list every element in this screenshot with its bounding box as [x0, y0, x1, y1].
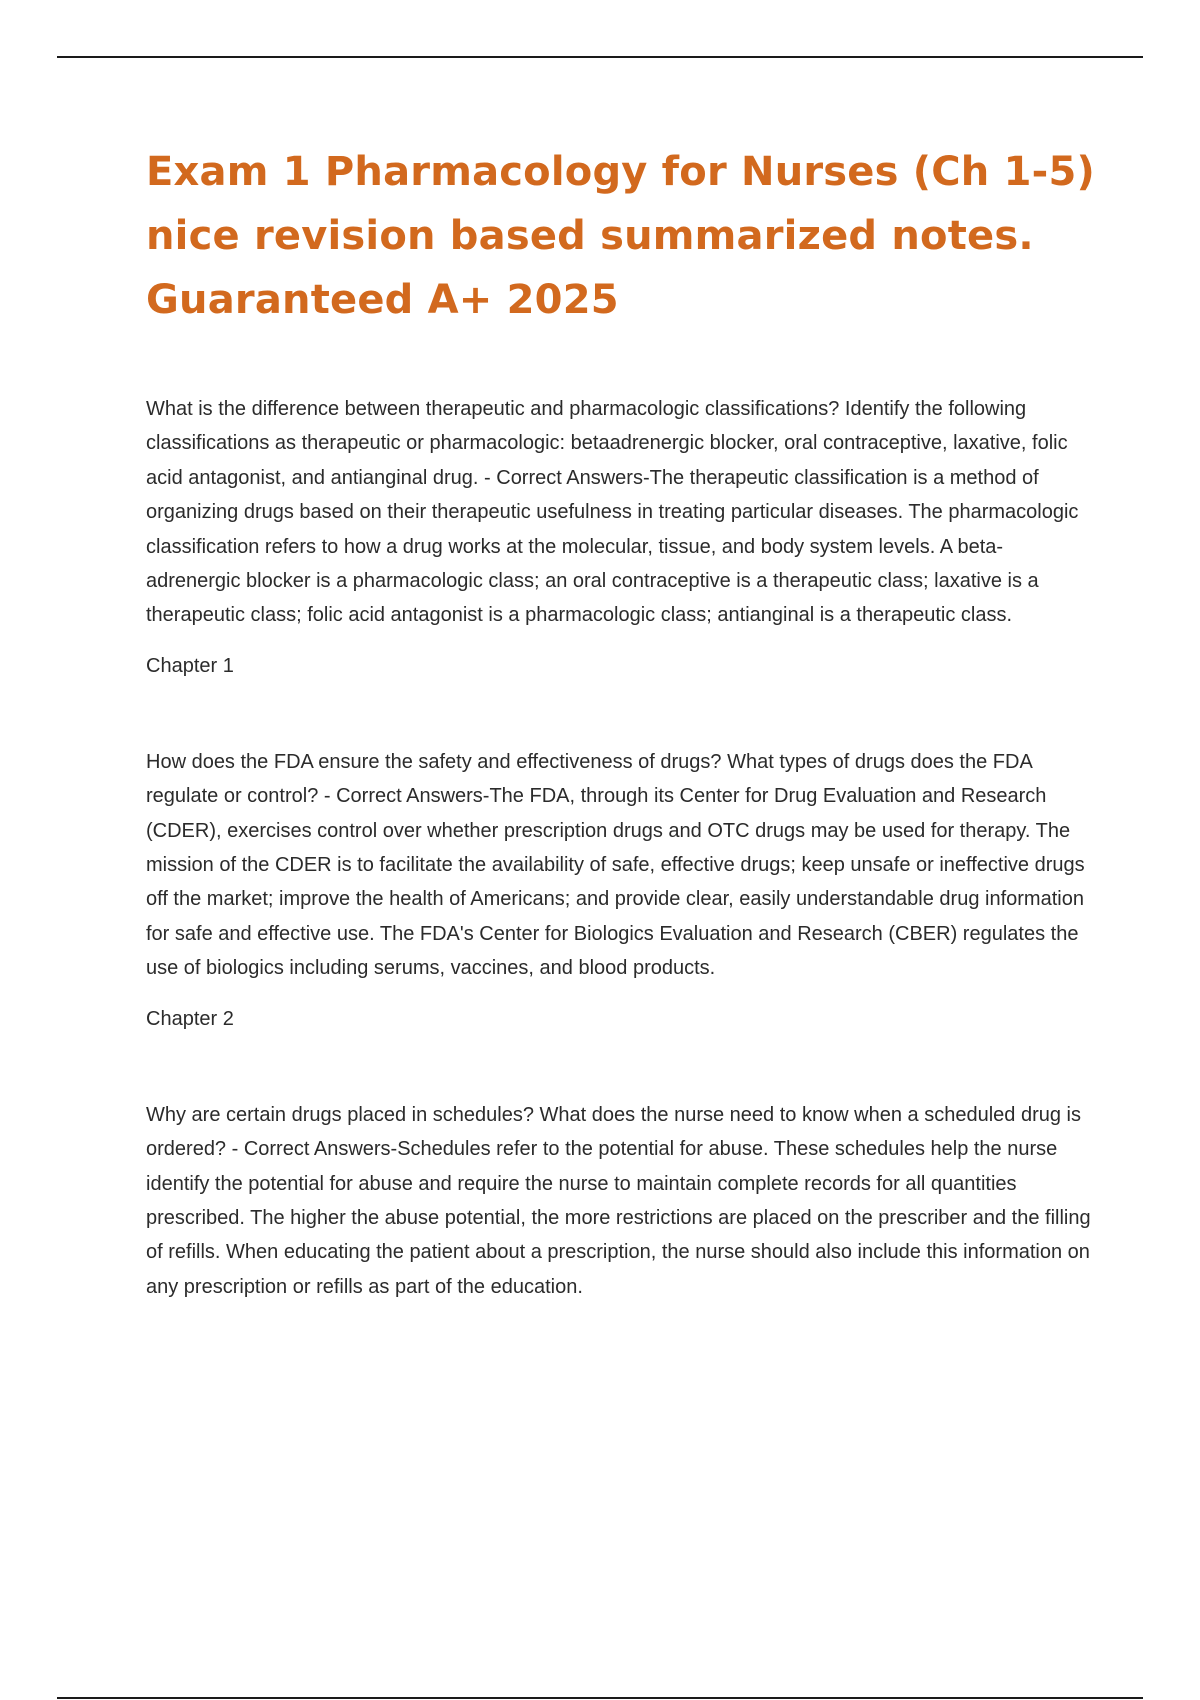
document-title: Exam 1 Pharmacology for Nurses (Ch 1-5) nice revision based summarized notes. Guaranteed A+ 2025: [146, 149, 1095, 323]
qa-paragraph-2: How does the FDA ensure the safety and effectiveness of drugs? What types of drugs does the FDA regulate or control? - Correct Answers-The FDA, through its Center for Drug Evaluation and Research (CDER), exercises control over whether prescription drugs and OTC drugs may be used for therapy. The mission of the CDER is to facilitate the availability of safe, effective drugs; keep unsafe or ineffective drugs off the market; improve the health of Americans; and provide clear, easily understandable drug information for safe and effective use. The FDA's Center for Biologics Evaluation and Research (CBER) regulates the use of biologics including serums, vaccines, and blood products.: [146, 750, 1085, 980]
top-divider: [57, 56, 1143, 58]
chapter-heading-2: Chapter 2: [146, 1007, 234, 1030]
chapter-heading-1: Chapter 1: [146, 654, 234, 677]
bottom-divider: [57, 1697, 1143, 1699]
document-body: [146, 140, 1096, 1304]
qa-paragraph-3: Why are certain drugs placed in schedules? What does the nurse need to know when a scheduled drug is ordered? - Correct Answers-Schedules refer to the potential for abuse. These schedules help the nurse identify the potential for abuse and require the nurse to maintain complete records for all quantities prescribed. The higher the abuse potential, the more restrictions are placed on the prescriber and the filling of refills. When educating the patient about a prescription, the nurse should also include this information on any prescription or refills as part of the education.: [146, 1103, 1091, 1298]
qa-paragraph-1: What is the difference between therapeutic and pharmacologic classifications? Identify the following classifications as therapeutic or pharmacologic: betaadrenergic blocker, oral contraceptive, laxative, folic acid antagonist, and antianginal drug. - Correct Answers-The therapeutic classification is a method of organizing drugs based on their therapeutic usefulness in treating particular diseases. The pharmacologic classification refers to how a drug works at the molecular, tissue, and body system levels. A beta-adrenergic blocker is a pharmacologic class; an oral contraceptive is a therapeutic class; laxative is a therapeutic class; folic acid antagonist is a pharmacologic class; antianginal is a therapeutic class.: [146, 398, 1079, 627]
